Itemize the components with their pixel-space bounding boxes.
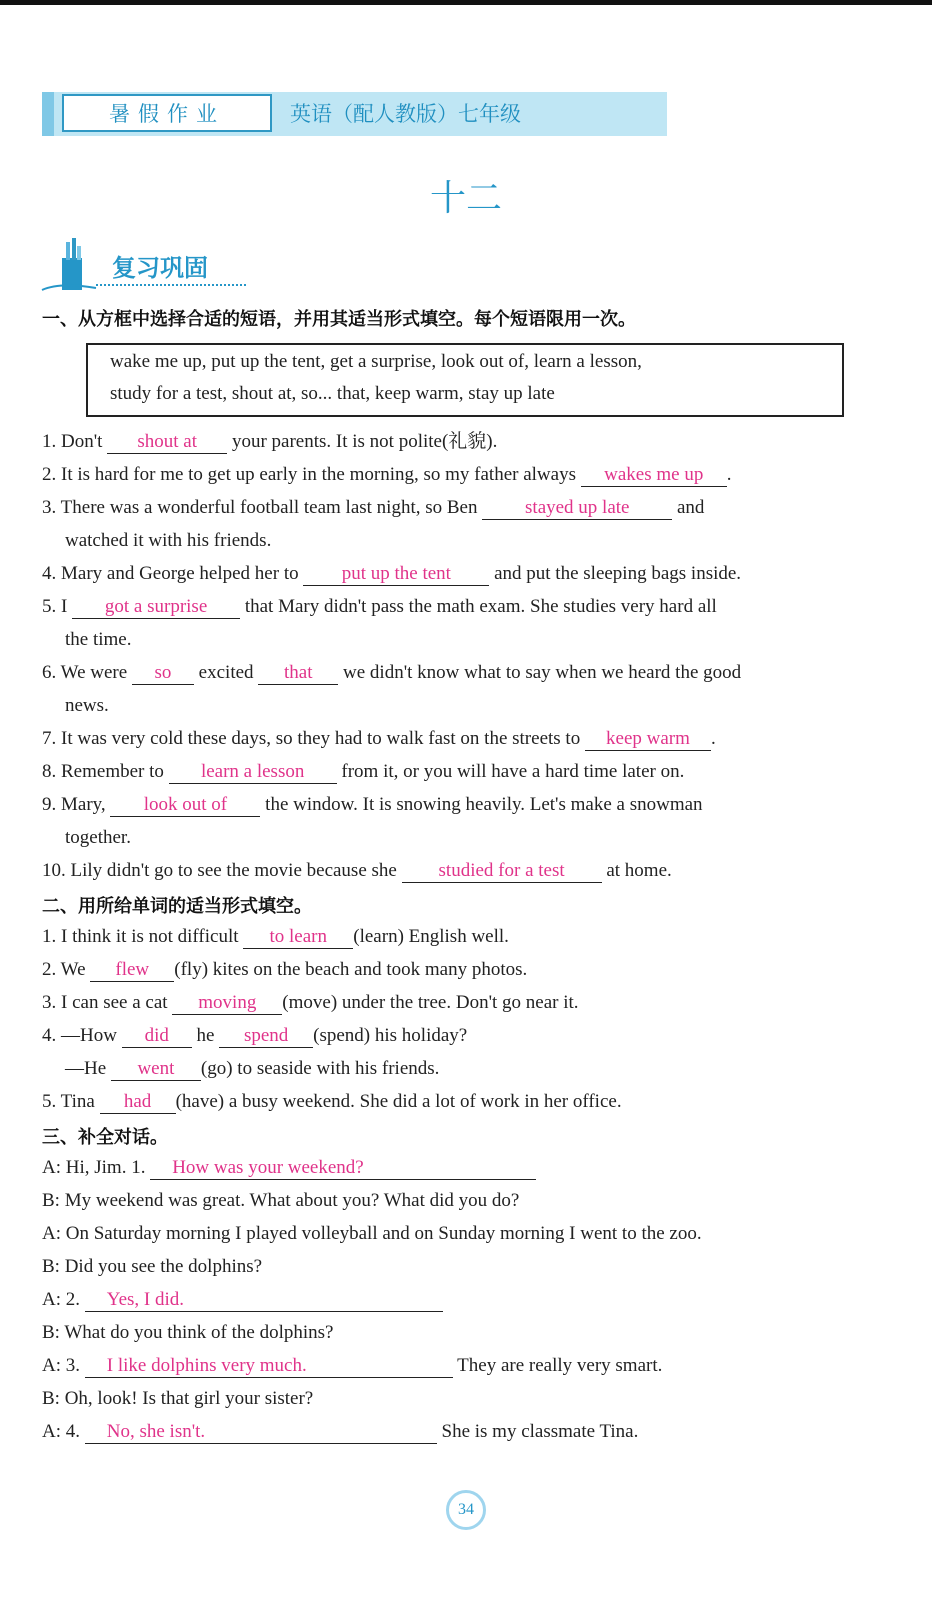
answer-blank: got a surprise xyxy=(72,596,240,619)
lesson-title: 十二 xyxy=(429,178,502,219)
answer-blank: No, she isn't. xyxy=(85,1421,437,1444)
question-6: 6. We were so excited that we didn't know what to say when we heard the good xyxy=(42,662,742,683)
part2-heading: 二、用所给单词的适当形式填空。 xyxy=(42,896,312,917)
answer-blank: so xyxy=(132,662,194,685)
dialogue-line-5: A: 2. Yes, I did. xyxy=(42,1288,443,1312)
p2-question-4-reply: —He went (go) to seaside with his friends. xyxy=(65,1058,440,1079)
dialogue-line-3: A: On Saturday morning I played volleyball and on Sunday morning I went to the zoo. xyxy=(42,1223,702,1244)
answer-blank: shout at xyxy=(107,431,227,454)
answer-blank: studied for a test xyxy=(402,860,602,883)
header-strip xyxy=(42,92,54,136)
question-10: 10. Lily didn't go to see the movie because she studied for a test at home. xyxy=(42,860,672,881)
question-7: 7. It was very cold these days, so they had to walk fast on the streets to keep warm . xyxy=(42,728,716,749)
answer-blank: stayed up late xyxy=(482,497,672,520)
question-3-cont: watched it with his friends. xyxy=(65,530,272,551)
question-6-cont: news. xyxy=(65,695,109,716)
answer-blank: I like dolphins very much. xyxy=(85,1355,453,1378)
answer-blank: learn a lesson xyxy=(169,761,337,784)
dialogue-line-6: B: What do you think of the dolphins? xyxy=(42,1322,334,1343)
header-tag: 暑假作业 xyxy=(62,94,272,132)
dialogue-line-9: A: 4. No, she isn't. She is my classmate Tina. xyxy=(42,1421,639,1442)
part1-heading: 一、从方框中选择合适的短语，并用其适当形式填空。每个短语限用一次。 xyxy=(42,309,636,330)
phrase-box xyxy=(86,343,844,417)
page-header xyxy=(42,92,667,136)
p2-question-3: 3. I can see a cat moving (move) under the tree. Don't go near it. xyxy=(42,992,579,1013)
dialogue-line-1: A: Hi, Jim. 1. How was your weekend? xyxy=(42,1156,536,1180)
answer-blank: that xyxy=(258,662,338,685)
answer-blank: spend xyxy=(219,1025,313,1048)
question-4: 4. Mary and George helped her to put up the tent and put the sleeping bags inside. xyxy=(42,563,742,584)
question-2: 2. It is hard for me to get up early in the morning, so my father always wakes me up . xyxy=(42,464,732,485)
phrase-box-line: study for a test, shout at, so... that, keep warm, stay up late xyxy=(110,383,555,404)
answer-blank: went xyxy=(111,1058,201,1081)
pencil-cup-icon xyxy=(40,238,100,294)
question-5: 5. I got a surprise that Mary didn't pass the math exam. She studies very hard all xyxy=(42,596,717,617)
answer-blank: Yes, I did. xyxy=(85,1289,443,1312)
p2-question-2: 2. We flew (fly) kites on the beach and took many photos. xyxy=(42,959,528,980)
section-badge-label: 复习巩固 xyxy=(112,254,208,282)
question-3: 3. There was a wonderful football team last night, so Ben stayed up late and xyxy=(42,497,705,518)
answer-blank: moving xyxy=(172,992,282,1015)
question-5-cont: the time. xyxy=(65,629,132,650)
top-edge xyxy=(0,0,932,5)
part3-heading: 三、补全对话。 xyxy=(42,1127,168,1148)
review-badge xyxy=(40,238,250,294)
question-8: 8. Remember to learn a lesson from it, or you will have a hard time later on. xyxy=(42,761,685,782)
page-number: 34 xyxy=(446,1490,486,1530)
dialogue-line-4: B: Did you see the dolphins? xyxy=(42,1256,263,1277)
answer-blank: How was your weekend? xyxy=(150,1157,536,1180)
question-9-cont: together. xyxy=(65,827,131,848)
answer-blank: to learn xyxy=(243,926,353,949)
p2-question-1: 1. I think it is not difficult to learn (learn) English well. xyxy=(42,926,509,947)
question-9: 9. Mary, look out of the window. It is snowing heavily. Let's make a snowman xyxy=(42,794,703,815)
p2-question-4: 4. —How did he spend (spend) his holiday? xyxy=(42,1025,468,1046)
answer-blank: look out of xyxy=(110,794,260,817)
answer-blank: keep warm xyxy=(585,728,711,751)
badge-underline xyxy=(96,284,246,286)
answer-blank: did xyxy=(122,1025,192,1048)
question-1: 1. Don't shout at your parents. It is not polite(礼貌). xyxy=(42,431,498,452)
answer-blank: wakes me up xyxy=(581,464,727,487)
p2-question-5: 5. Tina had (have) a busy weekend. She did a lot of work in her office. xyxy=(42,1091,622,1112)
dialogue-line-8: B: Oh, look! Is that girl your sister? xyxy=(42,1388,314,1409)
answer-blank: had xyxy=(100,1091,176,1114)
header-subtitle: 英语（配人教版）七年级 xyxy=(290,102,521,126)
phrase-box-line: wake me up, put up the tent, get a surprise, look out of, learn a lesson, xyxy=(110,351,642,372)
dialogue-line-7: A: 3. I like dolphins very much. They are really very smart. xyxy=(42,1355,663,1376)
dialogue-line-2: B: My weekend was great. What about you? What did you do? xyxy=(42,1190,520,1211)
answer-blank: flew xyxy=(90,959,174,982)
answer-blank: put up the tent xyxy=(303,563,489,586)
